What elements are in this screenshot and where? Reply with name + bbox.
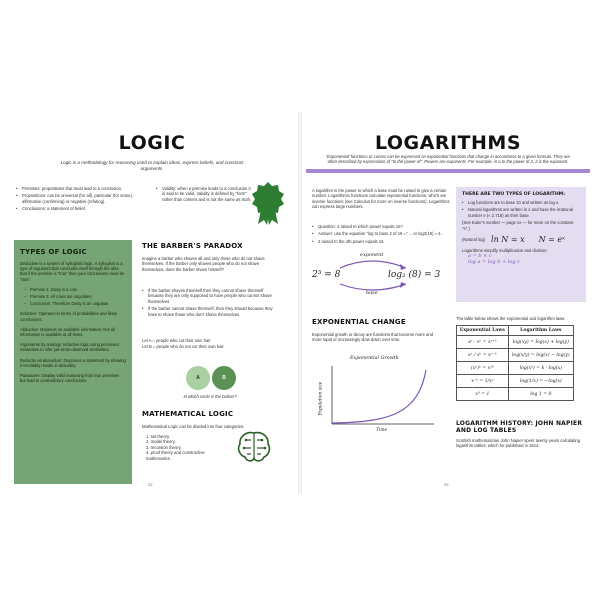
graph-xlabel: Time — [376, 428, 388, 433]
simplify-formula-1: a = b × c — [468, 253, 492, 260]
table-cell: log(1/x) = −log(x) — [508, 375, 573, 388]
list-item: 2. model theory, — [146, 439, 176, 445]
graph-title: Exponential Growth — [350, 356, 399, 361]
table-cell: xᵃ · xᵇ = xᵃ⁺ᵇ — [457, 336, 509, 349]
table-cell: xᵃ / xᵇ = xᵃ⁻ᵇ — [457, 349, 509, 362]
graph-ylabel: Population size — [318, 381, 324, 416]
table-cell: log(x/y) = log(x) − log(y) — [508, 349, 573, 362]
logic-intro: Logic is a methodology for reasoning used to explain ideas, express beliefs, and construct arguments. — [60, 160, 244, 171]
premise-list — [16, 186, 148, 214]
types-title: TYPES OF LOGIC — [20, 248, 87, 256]
logarithms-intro: 'Exponential' functions or curves can be expressed as exponential functions that change in accordance to a given formula. They are often described by expressions of "to the power of". Powers are exponents. For example, in a to the power of 2, 2 is the exponent. — [326, 154, 570, 165]
growth-curve — [330, 364, 438, 426]
deductive-text: Deductive is a system of syllogistic logic. A syllogism is a type of argument that concludes itself through the idea that if the premise is "true" then your conclusions must be "true". — [20, 261, 125, 282]
table-cell: log 1 = 0 — [508, 388, 573, 401]
natural-log-row — [462, 235, 580, 244]
laws-table — [456, 325, 574, 401]
left-page-logic — [10, 112, 294, 494]
base-label: base — [366, 290, 378, 296]
exp-change-title: EXPONENTIAL CHANGE — [312, 318, 406, 326]
logarithm-definition: A logarithm is the power to which a base must be raised to give a certain number. Logarithmic functions calculate exponential functions, which are inverse functions (see Calculus for more on inverse functions). Logarithms can express large numbers. — [312, 188, 450, 210]
list-item: • Validity: when a premise leads to a conclusion it is said to be valid. Validity is defined by "form" rather than content and is not the same as truth. — [156, 186, 252, 202]
natural-exp-formula: N = eˣ — [538, 235, 565, 245]
euler-note: (See Euler's number — page xx — for more on the constant "e".) — [462, 220, 574, 231]
exponent-label: exponent — [360, 252, 384, 258]
list-item: • If the barber shaves themself then they cannot shave themself because they are only supposed to have people who cannot shave themselves. — [142, 288, 274, 304]
let-b: Let B = people who do not cut their own hair — [142, 344, 224, 349]
purple-divider — [306, 169, 590, 173]
log-example-list — [312, 224, 450, 246]
reductio-text: Reductio ad absurdum: Disproves a statement by showing it inevitably results in absurdity. — [20, 357, 126, 368]
simplify-formula-2: log a = log b + log c — [468, 259, 520, 266]
barber-text: Imagine a barber who shaves all and only those who do not shave themselves. If the barber only shaves people who do not shave themselves, does the barber shave himself? — [142, 256, 265, 272]
brain-circuit-icon — [236, 430, 272, 464]
table-cell: (xᵃ)ᵇ = xᵃᵇ — [457, 362, 509, 375]
table-row — [457, 388, 574, 401]
page-number-left: 22 — [148, 482, 153, 487]
abductive-text: Abductive: Depends on available information. Not all information is available at all times. — [20, 326, 115, 338]
list-item: • Question: 2 raised to which power equals 16? — [312, 224, 450, 229]
barber-list — [142, 288, 274, 319]
table-row — [457, 375, 574, 388]
circle-a: A — [186, 366, 210, 390]
award-badge-icon — [250, 180, 286, 226]
exponential-growth-graph — [310, 354, 448, 434]
exponent-equation: 2³ = 8 — [312, 270, 341, 280]
list-item: – Conclusion: Therefore Daisy is an ungulate. — [24, 301, 126, 306]
let-a: Let A = people who cut their own hair — [142, 338, 211, 343]
syllogism-list — [24, 287, 126, 307]
log-types-list — [462, 200, 580, 218]
list-item: • 2 raised to the 4th power equals 16. — [312, 239, 450, 244]
list-item: • Premises: propositions that must lead to a conclusion. — [16, 186, 148, 191]
table-row — [457, 362, 574, 375]
paradoxes-text: Paradoxes: Display valid reasoning from true premises but lead to contradictory conclusions. — [20, 373, 120, 384]
list-item: 1. set theory, — [146, 434, 170, 439]
math-logic-text: Mathematical Logic can be divided into four categories: — [142, 424, 245, 429]
log-types-box — [456, 187, 586, 302]
right-page-logarithms — [306, 112, 590, 494]
inductive-text: Inductive: Operates in terms of probabilities and likely conclusions. — [20, 311, 117, 322]
history-text: Scottish mathematician John Napier spent twenty years calculating logarithm tables, which he published in 1614. — [456, 438, 581, 449]
validity-list — [156, 186, 252, 204]
table-row — [457, 326, 574, 336]
list-item: • If the barber cannot shave themself, then they should because they have to shave those who don't shave themselves. — [142, 306, 274, 317]
table-cell: log(xy) = log(x) + log(y) — [508, 336, 573, 349]
logic-title: LOGIC — [118, 132, 186, 154]
natural-log-label: (Natural log) — [462, 236, 486, 242]
types-of-logic-box — [14, 240, 132, 484]
math-logic-list — [146, 434, 224, 461]
list-item: • Answer: use the equation "log to base 2 of 16 =" ... or log2(16) = 4. — [312, 231, 450, 236]
analogy-text: Arguments by analogy: Inductive logic using perceived similarities to infer yet-to-be-observed similarities. — [20, 342, 119, 353]
log-types-title: THERE ARE TWO TYPES OF LOGARITHM: — [462, 192, 566, 197]
table-caption: The table below shows the exponential and logarithm laws. — [456, 316, 566, 321]
page-number-right: 23 — [444, 482, 449, 487]
exp-change-text: Exponential growth or decay are functions that become more and more rapid or increasingly slow down over time. — [312, 332, 434, 343]
header-logarithm: Logarithm Laws — [508, 326, 573, 336]
simplify-text: Logarithms simplify multiplication and division: — [462, 248, 548, 254]
book-gutter — [298, 112, 302, 494]
table-cell: log(xᵏ) = k · log(x) — [508, 362, 573, 375]
table-cell: x⁰ = 1 — [457, 388, 509, 401]
venn-diagram — [186, 366, 236, 392]
math-logic-title: MATHEMATICAL LOGIC — [142, 410, 234, 418]
logarithms-title: LOGARITHMS — [374, 132, 522, 154]
history-title: LOGARITHM HISTORY: JOHN NAPIER AND LOG TABLES — [456, 420, 583, 434]
list-item: • Log functions are to base 10 and written as log x. — [462, 200, 580, 205]
table-row — [457, 336, 574, 349]
list-item: • Conclusions: a statement of belief. — [16, 206, 148, 211]
natural-log-formula: ln N = x — [491, 235, 525, 245]
list-item: 4. proof theory and constructive mathematics. — [146, 450, 205, 461]
list-item: 3. recursion theory, — [146, 444, 182, 450]
table-cell: x⁻ᵃ = 1/xᵃ — [457, 375, 509, 388]
log-equation: log₂ (8) = 3 — [388, 270, 441, 280]
list-item: • Propositions: can be universal (for all), particular (for some), affirmative (confirming) or negative (refuting). — [16, 193, 148, 204]
circle-b: B — [212, 366, 236, 390]
header-exponential: Exponential Laws — [457, 326, 509, 336]
barber-title: THE BARBER'S PARADOX — [142, 242, 243, 250]
list-item: – Premise 2: All cows are ungulates. — [24, 294, 126, 299]
list-item: • Natural logarithms are written ln x and have the irrational number e (≈ 2.718) as their base. — [462, 207, 580, 218]
table-row — [457, 349, 574, 362]
list-item: – Premise 1: Daisy is a cow. — [24, 287, 126, 292]
venn-caption: In which circle is the barber? — [183, 394, 237, 399]
